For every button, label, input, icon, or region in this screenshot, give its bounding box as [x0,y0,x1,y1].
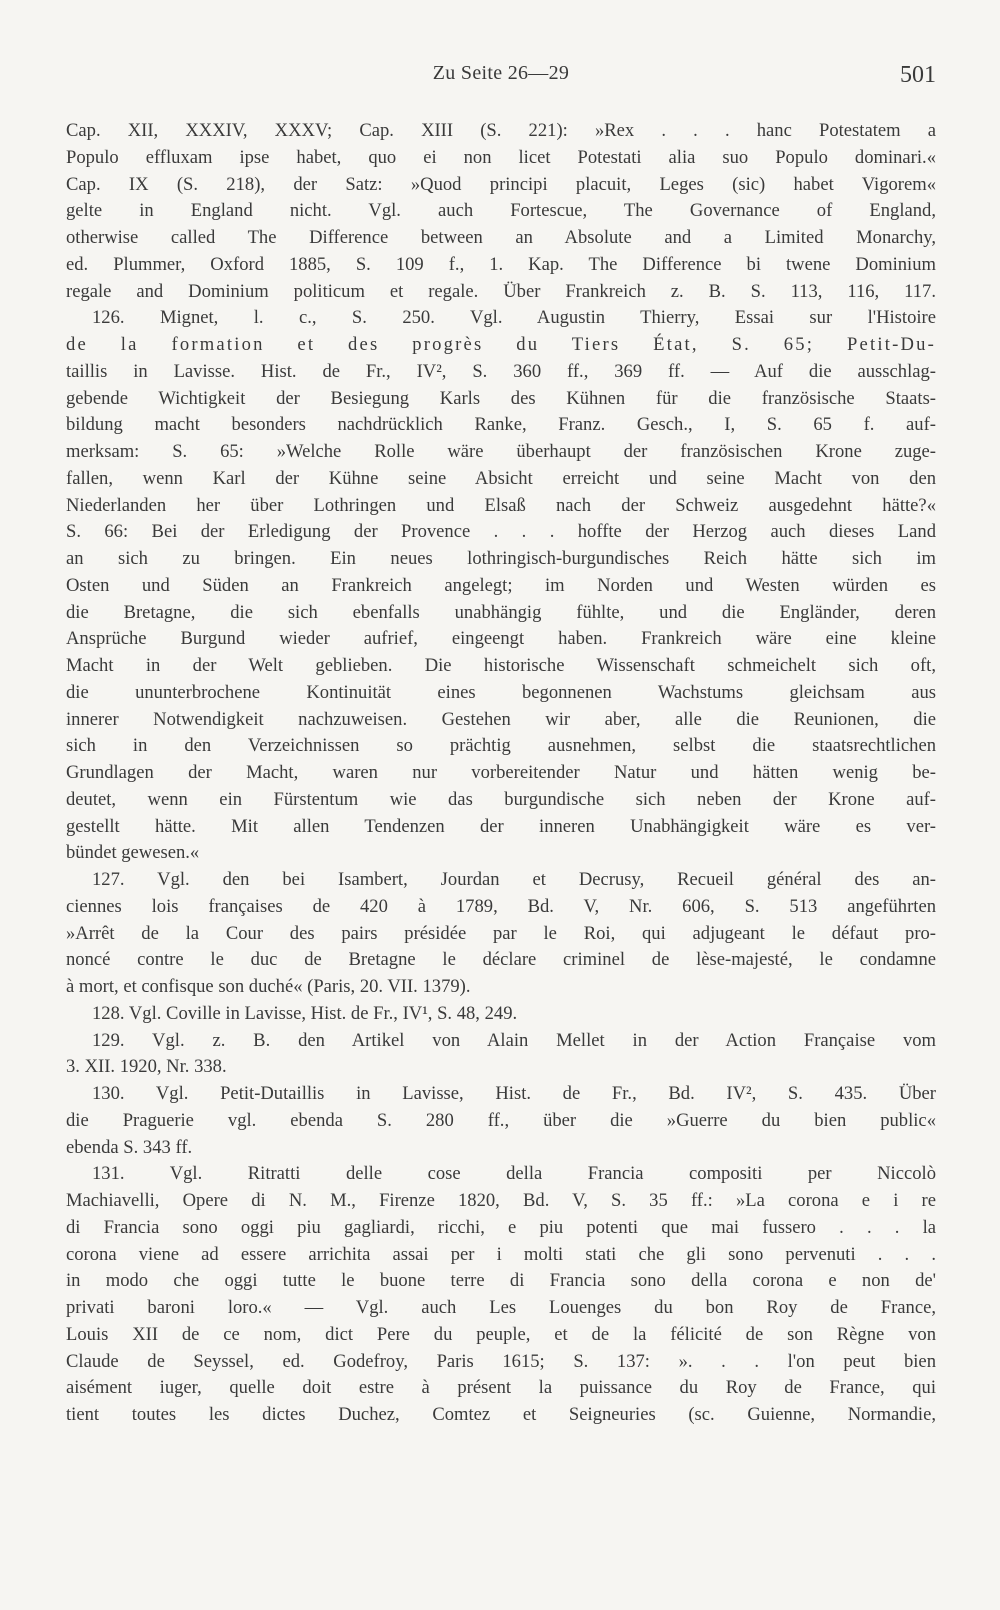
text-line: Populo effluxam ipse habet, quo ei non licet Potestati alia suo Populo dominari.« [66,146,936,168]
text-line: gelte in England nicht. Vgl. auch Fortescue, The Governance of England, [66,200,936,222]
text-line: die ununterbrochene Kontinuität eines begonnenen Wachstums gleichsam aus [66,681,936,703]
text-line: an sich zu bringen. Ein neues lothringisch-burgundisches Reich hätte sich im [66,548,936,569]
text-line: Ansprüche Burgund wieder aufrief, eingeengt haben. Frankreich wäre eine kleine [66,628,936,650]
text-line: ed. Plummer, Oxford 1885, S. 109 f., 1. Kap. The Difference bi twene Dominium [66,253,936,275]
text-line: in modo che oggi tutte le buone terre di Francia sono della corona e non de' [66,1270,936,1292]
text-line: à mort, et confisque son duché« (Paris, 20. VII. 1379). [66,976,471,997]
note-130-start: 130. Vgl. Petit-Dutaillis in Lavisse, Hist. de Fr., Bd. IV², S. 435. Über [92,1083,936,1104]
text-line: merksam: S. 65: »Welche Rolle wäre überhaupt der französischen Krone zuge- [66,441,936,462]
text-line: gebende Wichtigkeit der Besiegung Karls des Kühnen für die französische Staats- [66,387,936,409]
text-line: die Bretagne, die sich ebenfalls unabhängig fühlte, und die Engländer, deren [66,601,936,623]
note-126-start: 126. Mignet, l. c., S. 250. Vgl. Augustin Thierry, Essai sur l'Histoire [92,307,936,329]
text-line: ebenda S. 343 ff. [66,1136,193,1158]
text-line: Grundlagen der Macht, waren nur vorbereitender Natur und hätten wenig be- [66,762,936,783]
text-line: privati baroni loro.« — Vgl. auch Les Louenges du bon Roy de France, [66,1297,936,1318]
text-line: »Arrêt de la Cour des pairs présidée par le Roi, qui adjugeant le défaut pro- [66,922,936,944]
text-line: die Praguerie vgl. ebenda S. 280 ff., über die »Guerre du bien public« [66,1109,936,1131]
text-line: corona viene ad essere arrichita assai per i molti stati che gli sono pervenuti . . . [66,1243,936,1265]
text-line: de la formation et des progrès du Tiers État, S. 65; Petit-Du- [66,334,936,355]
note-127-start: 127. Vgl. den bei Isambert, Jourdan et Decrusy, Recueil général des an- [92,869,936,890]
text-line: deutet, wenn ein Fürstentum wie das burgundische sich neben der Krone auf- [66,788,936,810]
text-line: taillis in Lavisse. Hist. de Fr., IV², S. 360 ff., 369 ff. — Auf die ausschlag- [66,360,936,382]
text-line: Macht in der Welt geblieben. Die historische Wissenschaft schmeichelt sich oft, [66,655,936,676]
note-128: 128. Vgl. Coville in Lavisse, Hist. de Fr., IV¹, S. 48, 249. [92,1002,518,1024]
notes-body [66,118,936,1429]
text-line: ciennes lois françaises de 420 à 1789, Bd. V, Nr. 606, S. 513 angeführten [66,895,936,917]
text-line: Niederlanden her über Lothringen und Elsaß nach der Schweiz ausgedehnt hätte?« [66,494,936,516]
text-line: sich in den Verzeichnissen so prächtig ausnehmen, selbst die staatsrechtlichen [66,735,936,757]
text-line: Cap. XII, XXXIV, XXXV; Cap. XIII (S. 221): »Rex . . . hanc Potestatem a [66,120,936,141]
text-line: Cap. IX (S. 218), der Satz: »Quod principi placuit, Leges (sic) habet Vigorem« [66,173,936,195]
text-line: Machiavelli, Opere di N. M., Firenze 1820, Bd. V, S. 35 ff.: »La corona e i re [66,1190,936,1211]
text-line: di Francia sono oggi piu gagliardi, ricchi, e piu potenti que mai fussero . . . la [66,1216,936,1238]
page-number: 501 [900,62,936,88]
running-head [66,62,936,92]
running-head-title: Zu Seite 26—29 [432,62,570,84]
text-line: otherwise called The Difference between an Absolute and a Limited Monarchy, [66,227,936,248]
text-line: Louis XII de ce nom, dict Pere du peuple, et de la félicité de son Règne von [66,1323,936,1345]
text-line: bildung macht besonders nachdrücklich Ranke, Franz. Gesch., I, S. 65 f. auf- [66,414,936,436]
text-line: 3. XII. 1920, Nr. 338. [66,1056,227,1078]
text-line: regale and Dominium politicum et regale. Über Frankreich z. B. S. 113, 116, 117. [66,280,936,302]
text-line: Osten und Süden an Frankreich angelegt; im Norden und Westen würden es [66,574,936,596]
text-line: innerer Notwendigkeit nachzuweisen. Gestehen wir aber, alle die Reunionen, die [66,708,936,730]
text-line: bündet gewesen.« [66,842,200,864]
text-line: S. 66: Bei der Erledigung der Provence . . . hoffte der Herzog auch dieses Land [66,521,936,543]
note-129-start: 129. Vgl. z. B. den Artikel von Alain Mellet in der Action Française vom [92,1029,936,1051]
text-line: Claude de Seyssel, ed. Godefroy, Paris 1615; S. 137: ». . . l'on peut bien [66,1350,936,1372]
text-line: gestellt hätte. Mit allen Tendenzen der inneren Unabhängigkeit wäre es ver- [66,815,936,837]
text-line: tient toutes les dictes Duchez, Comtez et Seigneuries (sc. Guienne, Normandie, [66,1404,936,1425]
text-line: noncé contre le duc de Bretagne le déclare criminel de lèse-majesté, le condamne [66,949,936,971]
note-131-start: 131. Vgl. Ritratti delle cose della Francia compositi per Niccolò [92,1163,936,1185]
text-line: aisément iuger, quelle doit estre à présent la puissance du Roy de France, qui [66,1377,936,1399]
text-line: fallen, wenn Karl der Kühne seine Absicht erreicht und seine Macht von den [66,467,936,489]
